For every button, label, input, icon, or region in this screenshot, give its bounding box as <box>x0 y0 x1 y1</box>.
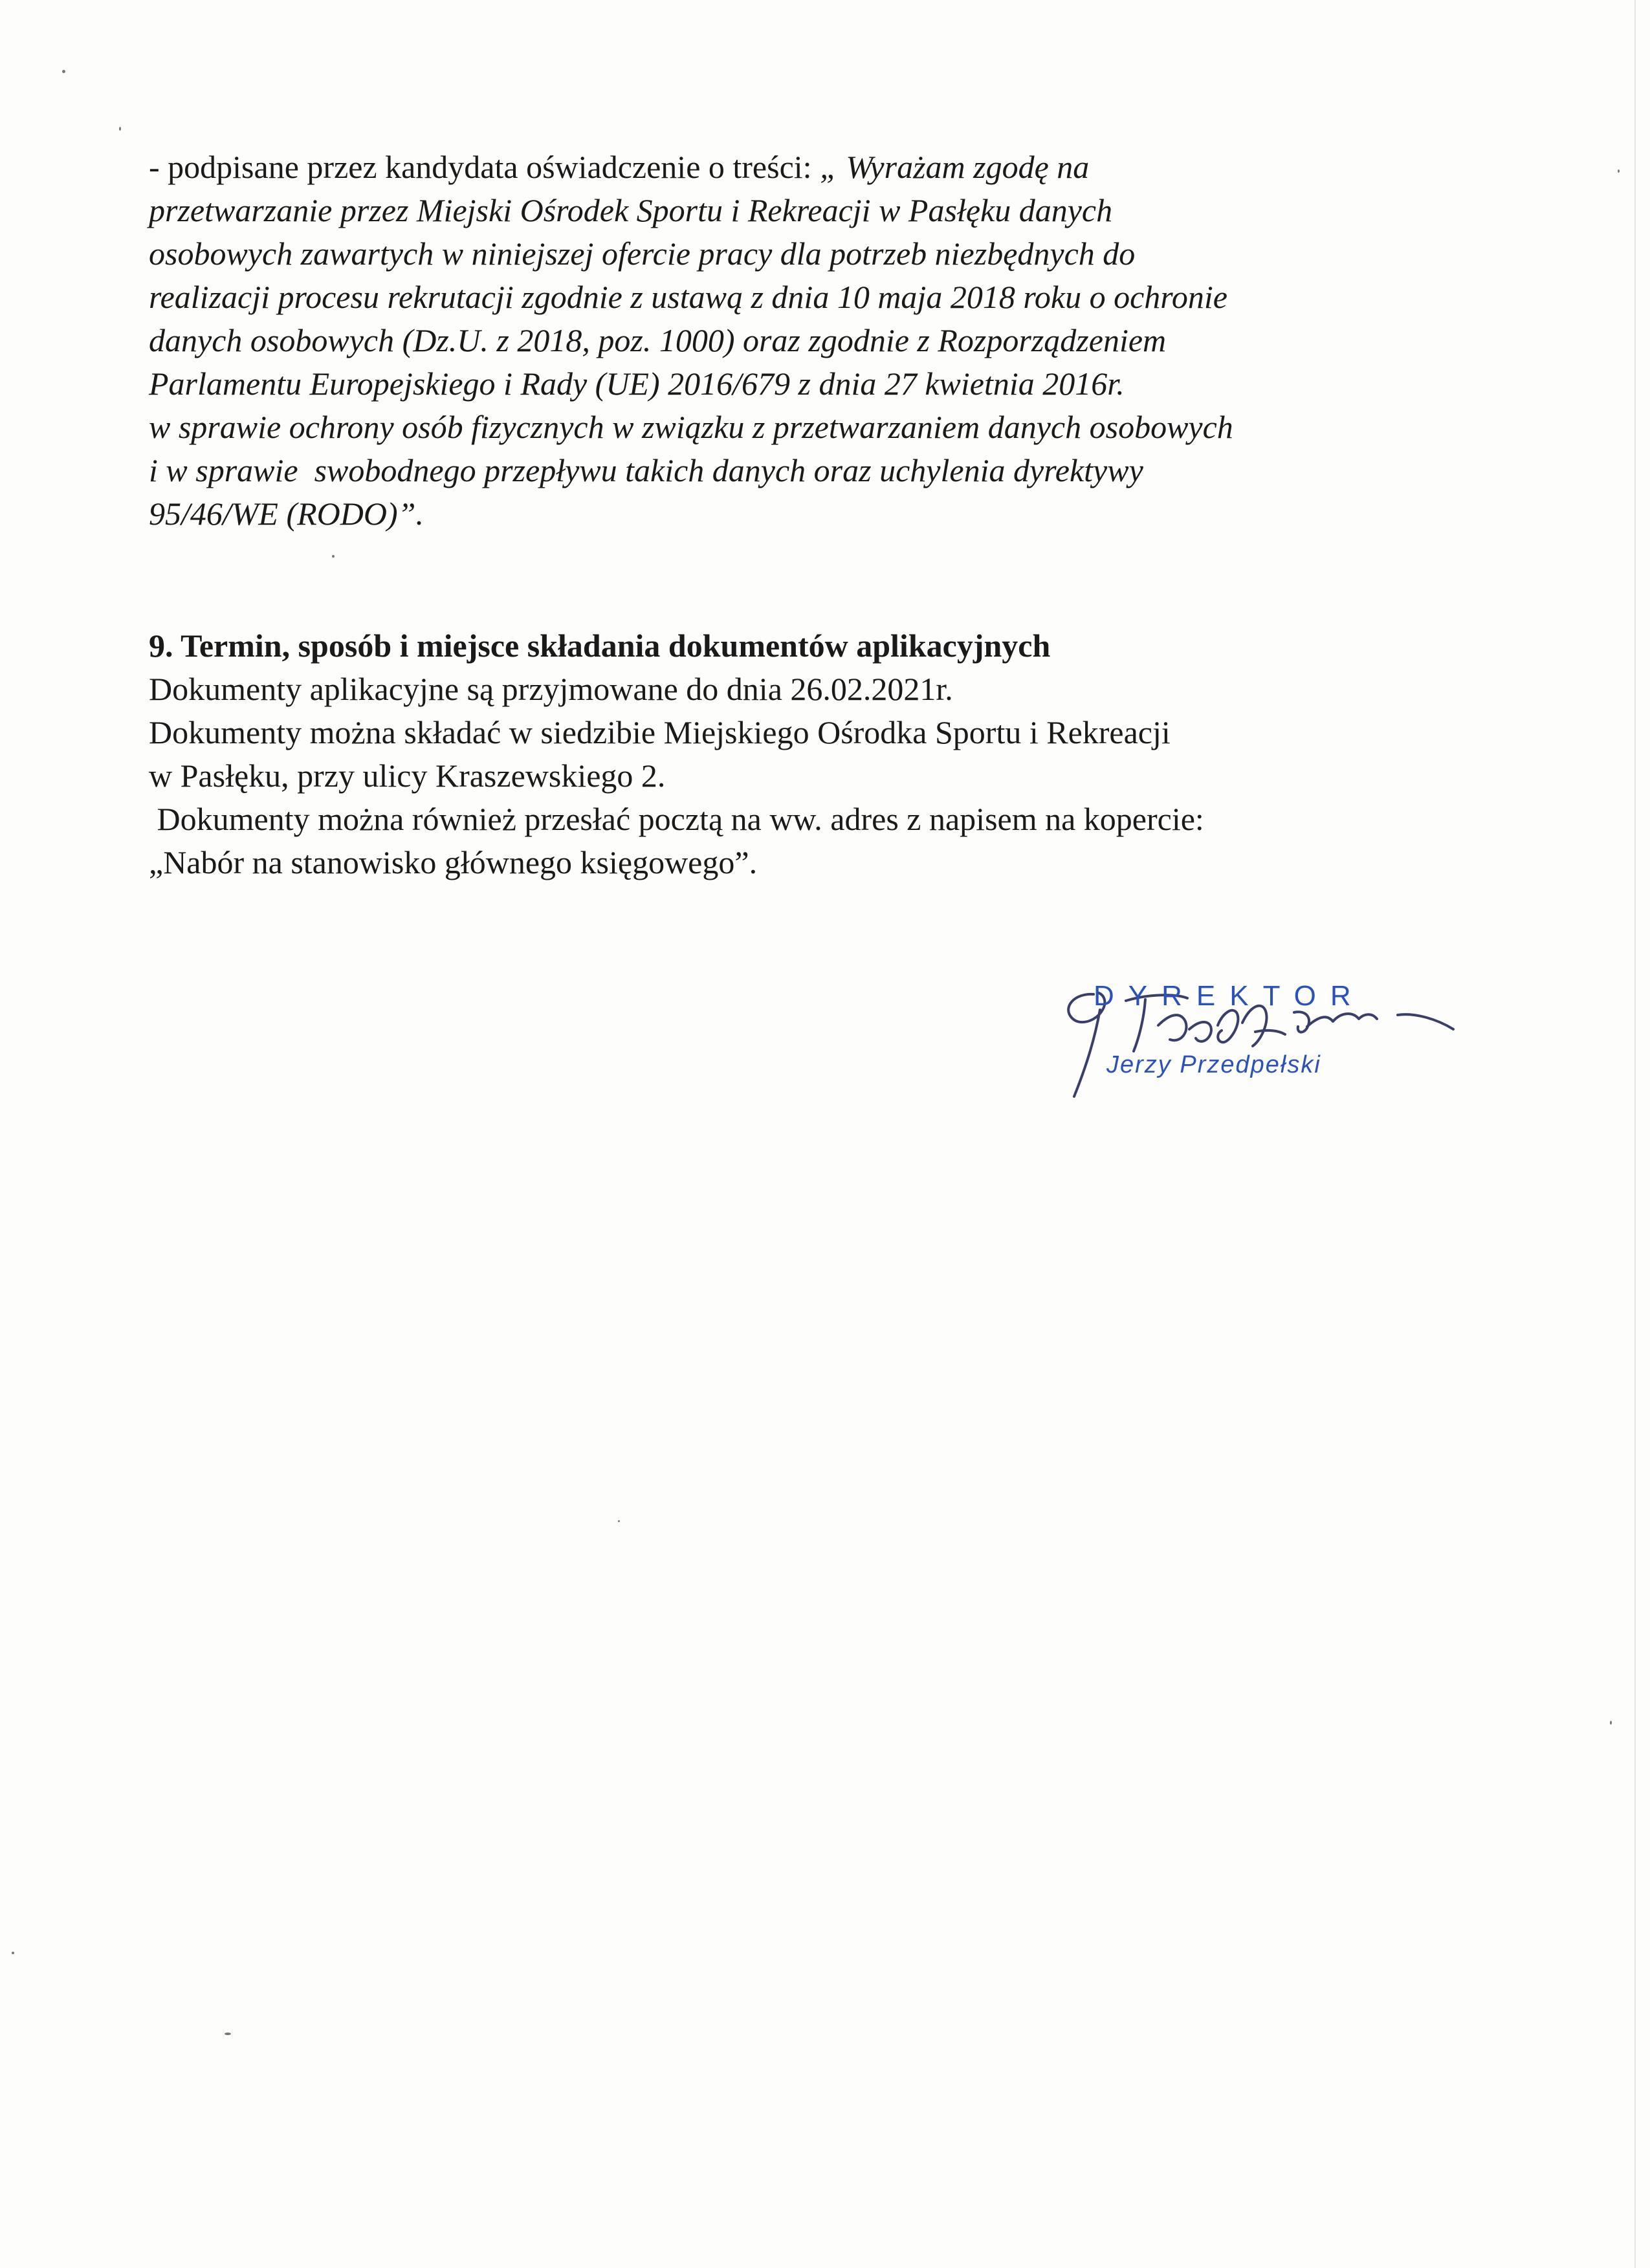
consent-line <box>149 146 1508 189</box>
scan-speck <box>12 1952 14 1954</box>
section-line: Dokumenty można również przesłać pocztą na ww. adres z napisem na kopercie: <box>149 801 1204 837</box>
consent-line-plain: - podpisane przez kandydata oświadczenie o treści: <box>149 149 820 185</box>
consent-line <box>149 189 1508 232</box>
consent-line-italic: danych osobowych (Dz.U. z 2018, poz. 1000) oraz zgodnie z Rozporządzeniem <box>149 322 1167 358</box>
director-stamp <box>1048 967 1514 1122</box>
consent-line-italic: w sprawie ochrony osób fizycznych w związku z przetwarzaniem danych osobowych <box>149 409 1233 445</box>
section-line: „Nabór na stanowisko głównego księgowego”. <box>149 844 758 880</box>
scan-speck <box>1618 169 1620 173</box>
consent-line-italic: Parlamentu Europejskiego i Rady (UE) 2016/679 z dnia 27 kwietnia 2016r. <box>149 365 1125 402</box>
consent-statement <box>149 146 1508 536</box>
scan-speck <box>1610 1721 1612 1725</box>
consent-line-italic: 95/46/WE (RODO)”. <box>149 496 424 532</box>
consent-line <box>149 319 1508 362</box>
section-heading: 9. Termin, sposób i miejsce składania dokumentów aplikacyjnych <box>149 627 1051 664</box>
consent-line-italic: przetwarzanie przez Miejski Ośrodek Sportu i Rekreacji w Pasłęku danych <box>149 192 1113 228</box>
scan-edge <box>1634 0 1636 2268</box>
section-line: w Pasłęku, przy ulicy Kraszewskiego 2. <box>149 758 666 794</box>
section-line: Dokumenty aplikacyjne są przyjmowane do dnia 26.02.2021r. <box>149 671 953 707</box>
scan-speck <box>332 555 335 558</box>
scan-speck <box>618 1520 620 1522</box>
scan-speck <box>119 127 121 131</box>
stamp-name: Jerzy Przedpełski <box>1106 1051 1321 1078</box>
consent-line <box>149 406 1508 449</box>
consent-line <box>149 492 1508 536</box>
scan-speck <box>62 70 65 73</box>
section-9 <box>149 624 1508 884</box>
consent-line <box>149 232 1508 276</box>
consent-line-italic: i w sprawie swobodnego przepływu takich danych oraz uchylenia dyrektywy <box>149 452 1143 488</box>
consent-line <box>149 449 1508 492</box>
consent-line <box>149 362 1508 406</box>
consent-line <box>149 276 1508 319</box>
section-line: Dokumenty można składać w siedzibie Miejskiego Ośrodka Sportu i Rekreacji <box>149 714 1171 750</box>
scan-speck <box>225 2033 231 2035</box>
consent-line-italic: realizacji procesu rekrutacji zgodnie z ustawą z dnia 10 maja 2018 roku o ochronie <box>149 279 1227 315</box>
consent-line-italic: osobowych zawartych w niniejszej ofercie pracy dla potrzeb niezbędnych do <box>149 235 1136 272</box>
consent-line-italic: „ Wyrażam zgodę na <box>820 149 1090 185</box>
stamp-title: DYREKTOR <box>1094 980 1365 1012</box>
